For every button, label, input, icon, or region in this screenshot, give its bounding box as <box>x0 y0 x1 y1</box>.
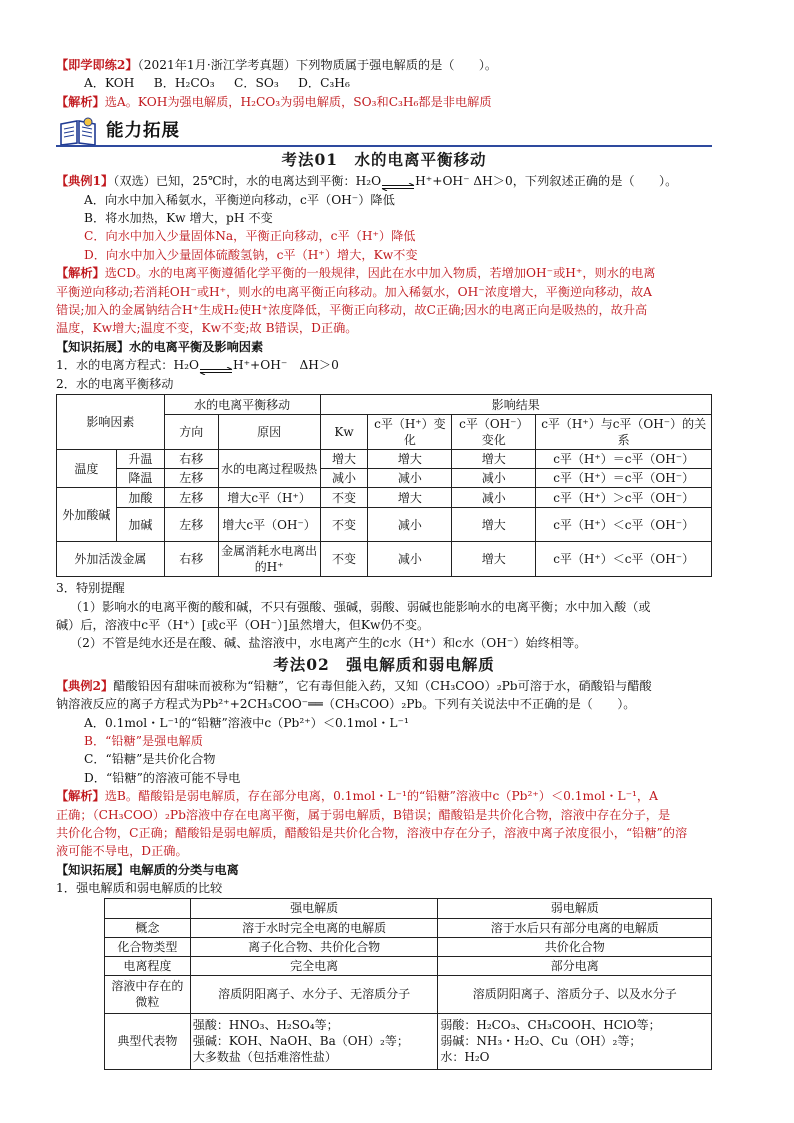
method2-title: 考法02 强电解质和弱电解质 <box>273 654 495 674</box>
practice2-options <box>56 74 712 92</box>
example1-option-c: C．向水中加入少量固体Na，平衡正向移动，c平（H⁺）降低 <box>84 229 416 244</box>
table-cell: 不变 <box>320 542 368 577</box>
table-cell: 减小 <box>452 469 536 488</box>
table-cell: 不变 <box>320 508 368 542</box>
table-cell: 增大 <box>368 488 452 508</box>
header-kw: Kw <box>320 415 368 450</box>
example1-analysis-line: 温度，Kw增大;温度不变，Kw不变;故 B错误，D正确。 <box>56 321 358 336</box>
table-cell: 右移 <box>164 450 218 469</box>
list-item: 弱碱：NH₃・H₂O、Cu（OH）₂等； <box>440 1034 642 1049</box>
analysis-tag: 【解析】 <box>56 266 105 281</box>
table-row <box>57 488 712 508</box>
table-cell: 部分电离 <box>438 956 712 975</box>
table-cell: 化合物类型 <box>105 937 191 956</box>
table-cell: 溶质阴阳离子、溶质分子、以及水分子 <box>438 975 712 1013</box>
header-factor: 影响因素 <box>57 395 165 450</box>
item1-heading: 1．强电解质和弱电解质的比较 <box>56 881 223 896</box>
table-cell: 加酸 <box>116 488 164 508</box>
table-cell: 增大 <box>452 508 536 542</box>
section-header <box>56 115 712 147</box>
document-page <box>56 56 712 1070</box>
table-cell: 减小 <box>452 488 536 508</box>
water-ionization-equation <box>56 356 712 374</box>
practice-tag: 【即学即练2】 <box>56 58 138 72</box>
reversible-arrow-icon <box>199 362 233 370</box>
example1-option-d: D．向水中加入少量固体硫酸氢钠，c平（H⁺）增大，Kw不变 <box>84 247 418 262</box>
table-cell: 溶于水后只有部分电离的电解质 <box>438 918 712 937</box>
table-cell: 增大 <box>452 450 536 469</box>
table-row <box>105 937 712 956</box>
analysis-text: 选A。KOH为强电解质，H₂CO₃为弱电解质，SO₃和C₃H₆都是非电解质 <box>104 94 492 109</box>
table-cell: 金属消耗水电离出的H⁺ <box>218 542 320 577</box>
practice-question-text: 下列物质属于强电解质的是（ ）。 <box>296 58 498 72</box>
practice-source: （2021年1月·浙江学考真题） <box>137 58 297 72</box>
table-cell: 概念 <box>105 918 191 937</box>
table-row <box>105 898 712 918</box>
table-row <box>57 542 712 577</box>
example-text: （双选）已知，25℃时，水的电离达到平衡：H₂O <box>113 174 382 189</box>
table-cell: 左移 <box>164 469 218 488</box>
table-cell: 左移 <box>164 508 218 542</box>
table-cell: 增大 <box>320 450 368 469</box>
example1-analysis-line <box>56 264 712 282</box>
header-ch: c平（H⁺）变化 <box>368 415 452 450</box>
item3-heading: 3．特别提醒 <box>56 581 125 596</box>
typical-weak <box>438 1013 712 1069</box>
example2-stem-line <box>56 677 712 695</box>
table-cell: 右移 <box>164 542 218 577</box>
example2-option-d: D．“铅糖”的溶液可能不导电 <box>84 770 241 785</box>
table-cell: 水的电离过程吸热 <box>218 450 320 488</box>
analysis-tag: 【解析】 <box>56 94 105 109</box>
table-cell: 完全电离 <box>190 956 438 975</box>
table-cell: 溶于水时完全电离的电解质 <box>190 918 438 937</box>
knowledge2-header <box>56 861 712 879</box>
practice2-analysis <box>56 93 712 111</box>
table-row <box>57 508 712 542</box>
header-direction: 方向 <box>164 415 218 450</box>
option-d: D．C₃H₆ <box>298 76 350 91</box>
example2-option-b: B．“铅糖”是强电解质 <box>84 733 203 748</box>
table-row <box>105 956 712 975</box>
table-cell: c平（H⁺）＝c平（OH⁻） <box>536 469 712 488</box>
example-tag: 【典例1】 <box>56 174 114 189</box>
table-cell: c平（H⁺）＜c平（OH⁻） <box>536 542 712 577</box>
table-cell: 减小 <box>368 508 452 542</box>
example-text: 醋酸铅因有甜味而被称为“铅糖”，它有毒但能入药，又知（CH₃COO）₂Pb可溶于水，硝酸铅与醋酸 <box>113 678 652 693</box>
table-row <box>105 1013 712 1069</box>
table-cell: 增大 <box>452 542 536 577</box>
reversible-arrow-icon <box>381 178 415 186</box>
table-row <box>105 918 712 937</box>
example1-analysis-line: 错误;加入的金属钠结合H⁺生成H₂使H⁺浓度降低，平衡正向移动，故C正确;因水的电离正向是吸热的，故升高 <box>56 303 648 318</box>
table-cell: 增大 <box>368 450 452 469</box>
method1-title: 考法01 水的电离平衡移动 <box>281 150 487 170</box>
table-cell: 减小 <box>368 542 452 577</box>
table-cell <box>105 898 191 918</box>
header-result: 影响结果 <box>320 395 711 415</box>
example1-option-b: B．将水加热，Kw 增大，pH 不变 <box>84 211 273 226</box>
header-coh: c平（OH⁻）变化 <box>452 415 536 450</box>
list-item: 大多数盐（包括难溶性盐） <box>192 1050 337 1065</box>
table-cell: c平（H⁺）＜c平（OH⁻） <box>536 508 712 542</box>
practice2-question <box>56 56 712 74</box>
typical-label: 典型代表物 <box>105 1013 191 1069</box>
option-b: B．H₂CO₃ <box>153 76 215 91</box>
header-strong: 强电解质 <box>190 898 438 918</box>
table-cell: 升温 <box>116 450 164 469</box>
example1-analysis-line: 平衡逆向移动;若消耗OH⁻或H⁺，则水的电离平衡正向移动。加入稀氨水，OH⁻浓度增大，平衡逆向移动，故A <box>56 284 652 299</box>
list-item: 强酸：HNO₃、H₂SO₄等； <box>192 1018 339 1033</box>
analysis-text: 选B。醋酸铅是弱电解质，存在部分电离，0.1mol・L⁻¹的“铅糖”溶液中c（Pb²⁺）＜0.1mol・L⁻¹，A <box>104 789 658 804</box>
example2-option-c: C．“铅糖”是共价化合物 <box>84 752 216 767</box>
note2-line: （2）不管是纯水还是在酸、碱、盐溶液中，水电离产生的c水（H⁺）和c水（OH⁻）始终相等。 <box>70 636 587 651</box>
header-relation: c平（H⁺）与c平（OH⁻）的关系 <box>536 415 712 450</box>
table-cell: 增大c平（OH⁻） <box>218 508 320 542</box>
table-cell: 离子化合物、共价化合物 <box>190 937 438 956</box>
table-row <box>57 469 712 488</box>
table-cell: c平（H⁺）＞c平（OH⁻） <box>536 488 712 508</box>
table-cell: 溶液中存在的微粒 <box>105 975 191 1013</box>
table-cell: 溶质阴阳离子、水分子、无溶质分子 <box>190 975 438 1013</box>
table-cell: 电离程度 <box>105 956 191 975</box>
note1-line: 碱）后，溶液中c平（H⁺）[或c平（OH⁻）]虽然增大，但Kw仍不变。 <box>56 617 430 632</box>
knowledge-tag: 【知识拓展】 <box>56 339 130 354</box>
example2-option-a: A．0.1mol・L⁻¹的“铅糖”溶液中c（Pb²⁺）＜0.1mol・L⁻¹ <box>84 715 409 730</box>
table-cell: 左移 <box>164 488 218 508</box>
table-row <box>57 450 712 469</box>
example2-analysis-line: 共价化合物，C正确；醋酸铅是弱电解质，醋酸铅是共价化合物，溶液中存在分子，溶液中离子浓度很小，“铅糖”的溶 <box>56 825 688 840</box>
item2-heading: 2．水的电离平衡移动 <box>56 376 174 391</box>
analysis-tag: 【解析】 <box>56 789 105 804</box>
typical-strong <box>190 1013 438 1069</box>
knowledge-title: 电解质的分类与电离 <box>129 862 239 877</box>
table-cell: 减小 <box>320 469 368 488</box>
option-c: C．SO₃ <box>234 76 279 91</box>
list-item: 强碱：KOH、NaOH、Ba（OH）₂等； <box>192 1034 409 1049</box>
list-item: 水：H₂O <box>440 1050 490 1065</box>
knowledge-tag: 【知识拓展】 <box>56 862 130 877</box>
header-reason: 原因 <box>218 415 320 450</box>
table-cell: 加碱 <box>116 508 164 542</box>
table-row <box>105 975 712 1013</box>
example2-stem-line: 钠溶液反应的离子方程式为Pb²⁺+2CH₃COO⁻══（CH₃COO）₂Pb。下列有关说法中不正确的是（ ）。 <box>56 697 636 712</box>
table-cell: 减小 <box>368 469 452 488</box>
electrolyte-comparison-table <box>104 898 712 1070</box>
item1-text: 1．水的电离方程式：H₂O <box>56 358 199 373</box>
table-cell: c平（H⁺）＝c平（OH⁻） <box>536 450 712 469</box>
group-acid-base: 外加酸碱 <box>57 488 117 542</box>
book-icon <box>58 116 98 146</box>
table-cell: 共价化合物 <box>438 937 712 956</box>
section-title: 能力拓展 <box>106 121 180 142</box>
section-rule <box>56 145 712 147</box>
header-move: 水的电离平衡移动 <box>164 395 320 415</box>
knowledge1-header <box>56 338 712 356</box>
water-equilibrium-table <box>56 394 712 577</box>
group-temperature: 温度 <box>57 450 117 488</box>
example1-stem <box>56 172 712 190</box>
example-tail: H⁺+OH⁻ ΔH＞0，下列叙述正确的是（ ）。 <box>415 174 678 189</box>
analysis-text: 选CD。水的电离平衡遵循化学平衡的一般规律，因此在水中加入物质，若增加OH⁻或H⁺，则水的电离 <box>104 266 656 281</box>
header-weak: 弱电解质 <box>438 898 712 918</box>
table-cell: 增大c平（H⁺） <box>218 488 320 508</box>
example2-analysis-line: 正确；（CH₃COO）₂Pb溶液中存在电离平衡，属于弱电解质，B错误；醋酸铅是共价化合物，溶液中存在分子，是 <box>56 807 671 822</box>
item1-tail: H⁺+OH⁻ ΔH＞0 <box>232 358 339 373</box>
option-a: A．KOH <box>84 76 135 91</box>
example1-option-a: A．向水中加入稀氨水，平衡逆向移动，c平（OH⁻）降低 <box>84 192 395 207</box>
example2-analysis-line <box>56 787 712 805</box>
table-cell: 不变 <box>320 488 368 508</box>
note1-line: （1）影响水的电离平衡的酸和碱，不只有强酸、强碱，弱酸、弱碱也能影响水的电离平衡；水中加入酸（或 <box>70 599 651 614</box>
list-item: 弱酸：H₂CO₃、CH₃COOH、HClO等； <box>440 1018 661 1033</box>
knowledge-title: 水的电离平衡及影响因素 <box>129 339 264 354</box>
example2-analysis-line: 液可能不导电，D正确。 <box>56 844 188 859</box>
table-cell: 外加活泼金属 <box>57 542 165 577</box>
table-cell: 降温 <box>116 469 164 488</box>
example-tag: 【典例2】 <box>56 678 114 693</box>
